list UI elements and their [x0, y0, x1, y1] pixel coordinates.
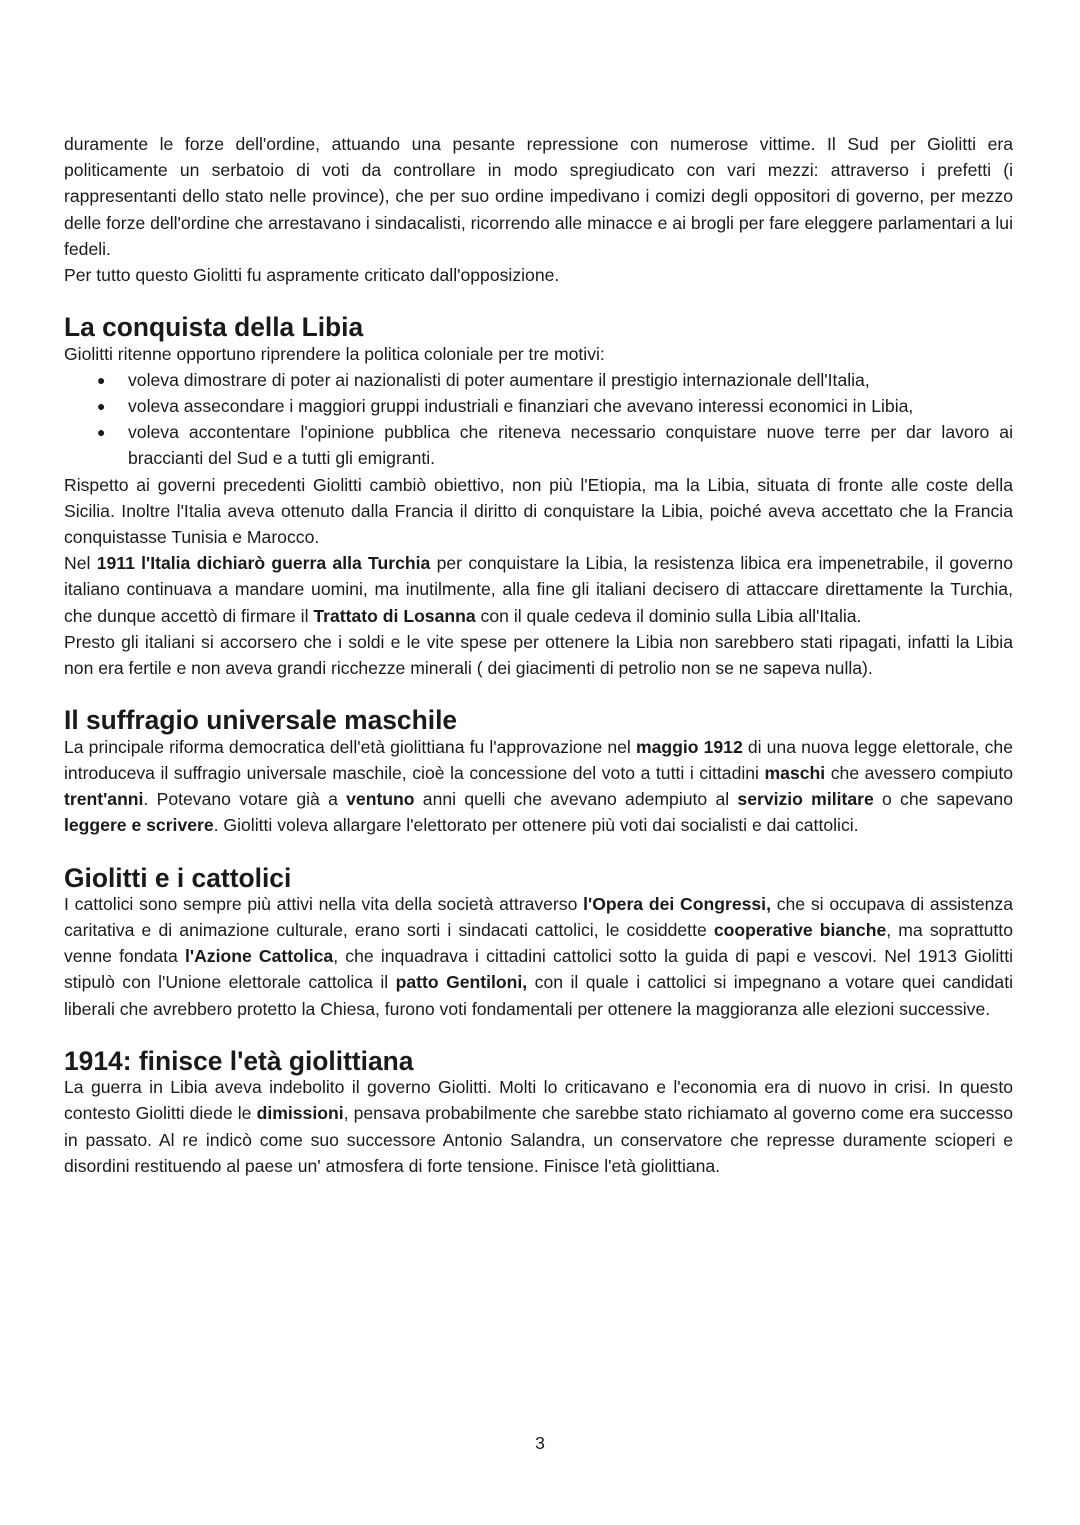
bullet-icon: ● — [97, 371, 106, 388]
bold-text: l'Azione Cattolica — [185, 946, 334, 967]
list-item — [64, 367, 1013, 393]
list-item-text: voleva assecondare i maggiori gruppi industriali e finanziari che avevano interessi economici in Libia, — [128, 396, 914, 417]
text-run: , che inquadrava i cittadini cattolici sotto la guida di papi e vescovi. Nel 1913 Giolitti stipulò con l'Unione elettorale cattolica il — [64, 946, 1013, 993]
text-run: anni quelli che avevano adempiuto al — [414, 789, 738, 810]
text-run: con il quale i cattolici si impegnano a votare quei candidati liberali che avrebbero protetto la Chiesa, furono voti fondamentali per ottenere la maggioranza alle elezioni successive. — [64, 972, 1013, 1019]
spacer — [64, 838, 1013, 864]
text-run: . Potevano votare già a — [143, 789, 347, 810]
text-run: , pensava probabilmente che sarebbe stato richiamato al governo come era successo in passato. Al re indicò come suo successore Antonio Salandra, un conservatore che represse duramente scioperi e disordini restituendo al paese un' atmosfera di forte tensione. Finisce l'età giolittiana. — [64, 1103, 1014, 1176]
list-item — [64, 419, 1013, 471]
spacer — [64, 1022, 1013, 1048]
bold-text: trent'anni — [64, 789, 144, 810]
text-run: che avessero compiuto — [825, 762, 1014, 783]
bold-text: dimissioni — [256, 1103, 344, 1124]
section-heading-libia: La conquista della Libia — [64, 312, 364, 343]
text-run: per conquistare la Libia, la resistenza libica era impenetrabile, il governo italiano continuava a mandare uomini, ma inutilmente, alla fine gli italiani decisero di attaccare direttamente la Turchia, che dunque accettò di firmare il — [64, 553, 1013, 626]
list-item — [64, 393, 1013, 419]
section-heading-fine: 1914: finisce l'età giolittiana — [64, 1046, 414, 1077]
bold-text: l'Opera dei Congressi, — [583, 893, 771, 914]
bullet-icon: ● — [97, 424, 106, 441]
intro-paragraph-repression: duramente le forze dell'ordine, attuando una pesante repressione con numerose vittime. Il Sud per Giolitti era politicamente un serbatoio di voti da controllare in modo spregiudicato con vari mezzi: attraverso i prefetti (i rappresentanti dello stato nelle province), che per suo ordine impedivano i comizi degli oppositori di governo, per mezzo delle forze dell'ordine che arrestavano i sindacalisti, ricorrendo alle minacce e ai brogli per fare eleggere parlamentari a lui fedeli. — [64, 134, 1013, 259]
document-page — [64, 131, 1013, 1179]
list-item-text: voleva dimostrare di poter ai nazionalisti di poter aumentare il prestigio internazionale dell'Italia, — [128, 369, 870, 390]
text-run: , ma soprattutto venne fondata — [64, 920, 1013, 967]
bold-text: ventuno — [346, 789, 415, 810]
bold-text: leggere e scrivere — [64, 815, 214, 836]
section-heading-cattolici: Giolitti e i cattolici — [64, 862, 292, 893]
bold-text: patto Gentiloni, — [395, 972, 528, 993]
bullet-icon: ● — [97, 398, 106, 415]
bold-text: maggio 1912 — [635, 736, 743, 757]
bold-text: Trattato di Losanna — [313, 605, 476, 626]
text-run: con il quale cedeva il dominio sulla Libia all'Italia. — [475, 605, 862, 626]
spacer — [64, 681, 1013, 707]
spacer — [64, 288, 1013, 314]
intro-paragraph-criticism: Per tutto questo Giolitti fu aspramente criticato dall'opposizione. — [64, 265, 560, 286]
list-item-text: voleva accontentare l'opinione pubblica che riteneva necessario conquistare nuove terre per dar lavoro ai braccianti del Sud e a tutti gli emigranti. — [128, 422, 1013, 469]
libia-motives-list — [64, 367, 1013, 472]
text-run: La guerra in Libia aveva indebolito il governo Giolitti. Molti lo criticavano e l'economia era di nuovo in crisi. In questo contesto Giolitti diede le — [64, 1077, 1013, 1124]
suffragio-paragraph — [64, 734, 1013, 839]
text-run: La principale riforma democratica dell'età giolittiana fu l'approvazione nel — [64, 736, 636, 757]
libia-paragraph-objective: Rispetto ai governi precedenti Giolitti cambiò obiettivo, non più l'Etiopia, ma la Libia, situata di fronte alle coste della Sicilia. Inoltre l'Italia aveva ottenuto dalla Francia il diritto di conquistare la Libia, poiché aveva accettato che la Francia conquistasse Tunisia e Marocco. — [64, 474, 1013, 548]
section-heading-suffragio: Il suffragio universale maschile — [64, 705, 458, 736]
fine-paragraph — [64, 1074, 1013, 1179]
text-run: . Giolitti voleva allargare l'elettorato per ottenere più voti dai socialisti e dai cattolici. — [213, 815, 859, 836]
cattolici-paragraph — [64, 891, 1013, 1022]
bold-text: maschi — [764, 762, 826, 783]
page-number: 3 — [535, 1433, 545, 1453]
text-run: che si occupava di assistenza caritativa e di animazione culturale, erano sorti i sindacati cattolici, le cosiddette — [64, 893, 1013, 941]
text-run: o che sapevano — [873, 789, 1013, 810]
text-run: di una nuova legge elettorale, che introduceva il suffragio universale maschile, cioè la concessione del voto a tutti i cittadini — [64, 736, 1013, 783]
libia-intro: Giolitti ritenne opportuno riprendere la politica coloniale per tre motivi: — [64, 343, 605, 364]
bold-text: servizio militare — [737, 789, 874, 810]
libia-paragraph-outcome: Presto gli italiani si accorsero che i soldi e le vite spese per ottenere la Libia non sarebbero stati ripagati, infatti la Libia non era fertile e non aveva grandi ricchezze minerali ( dei giacimenti di petrolio non se ne sapeva nulla). — [64, 631, 1013, 679]
bold-text: 1911 l'Italia dichiarò guerra alla Turchia — [96, 553, 431, 574]
text-run: Nel — [64, 553, 97, 574]
bold-text: cooperative bianche — [713, 920, 887, 941]
libia-paragraph-war — [64, 550, 1013, 629]
text-run: I cattolici sono sempre più attivi nella vita della società attraverso — [64, 893, 584, 914]
